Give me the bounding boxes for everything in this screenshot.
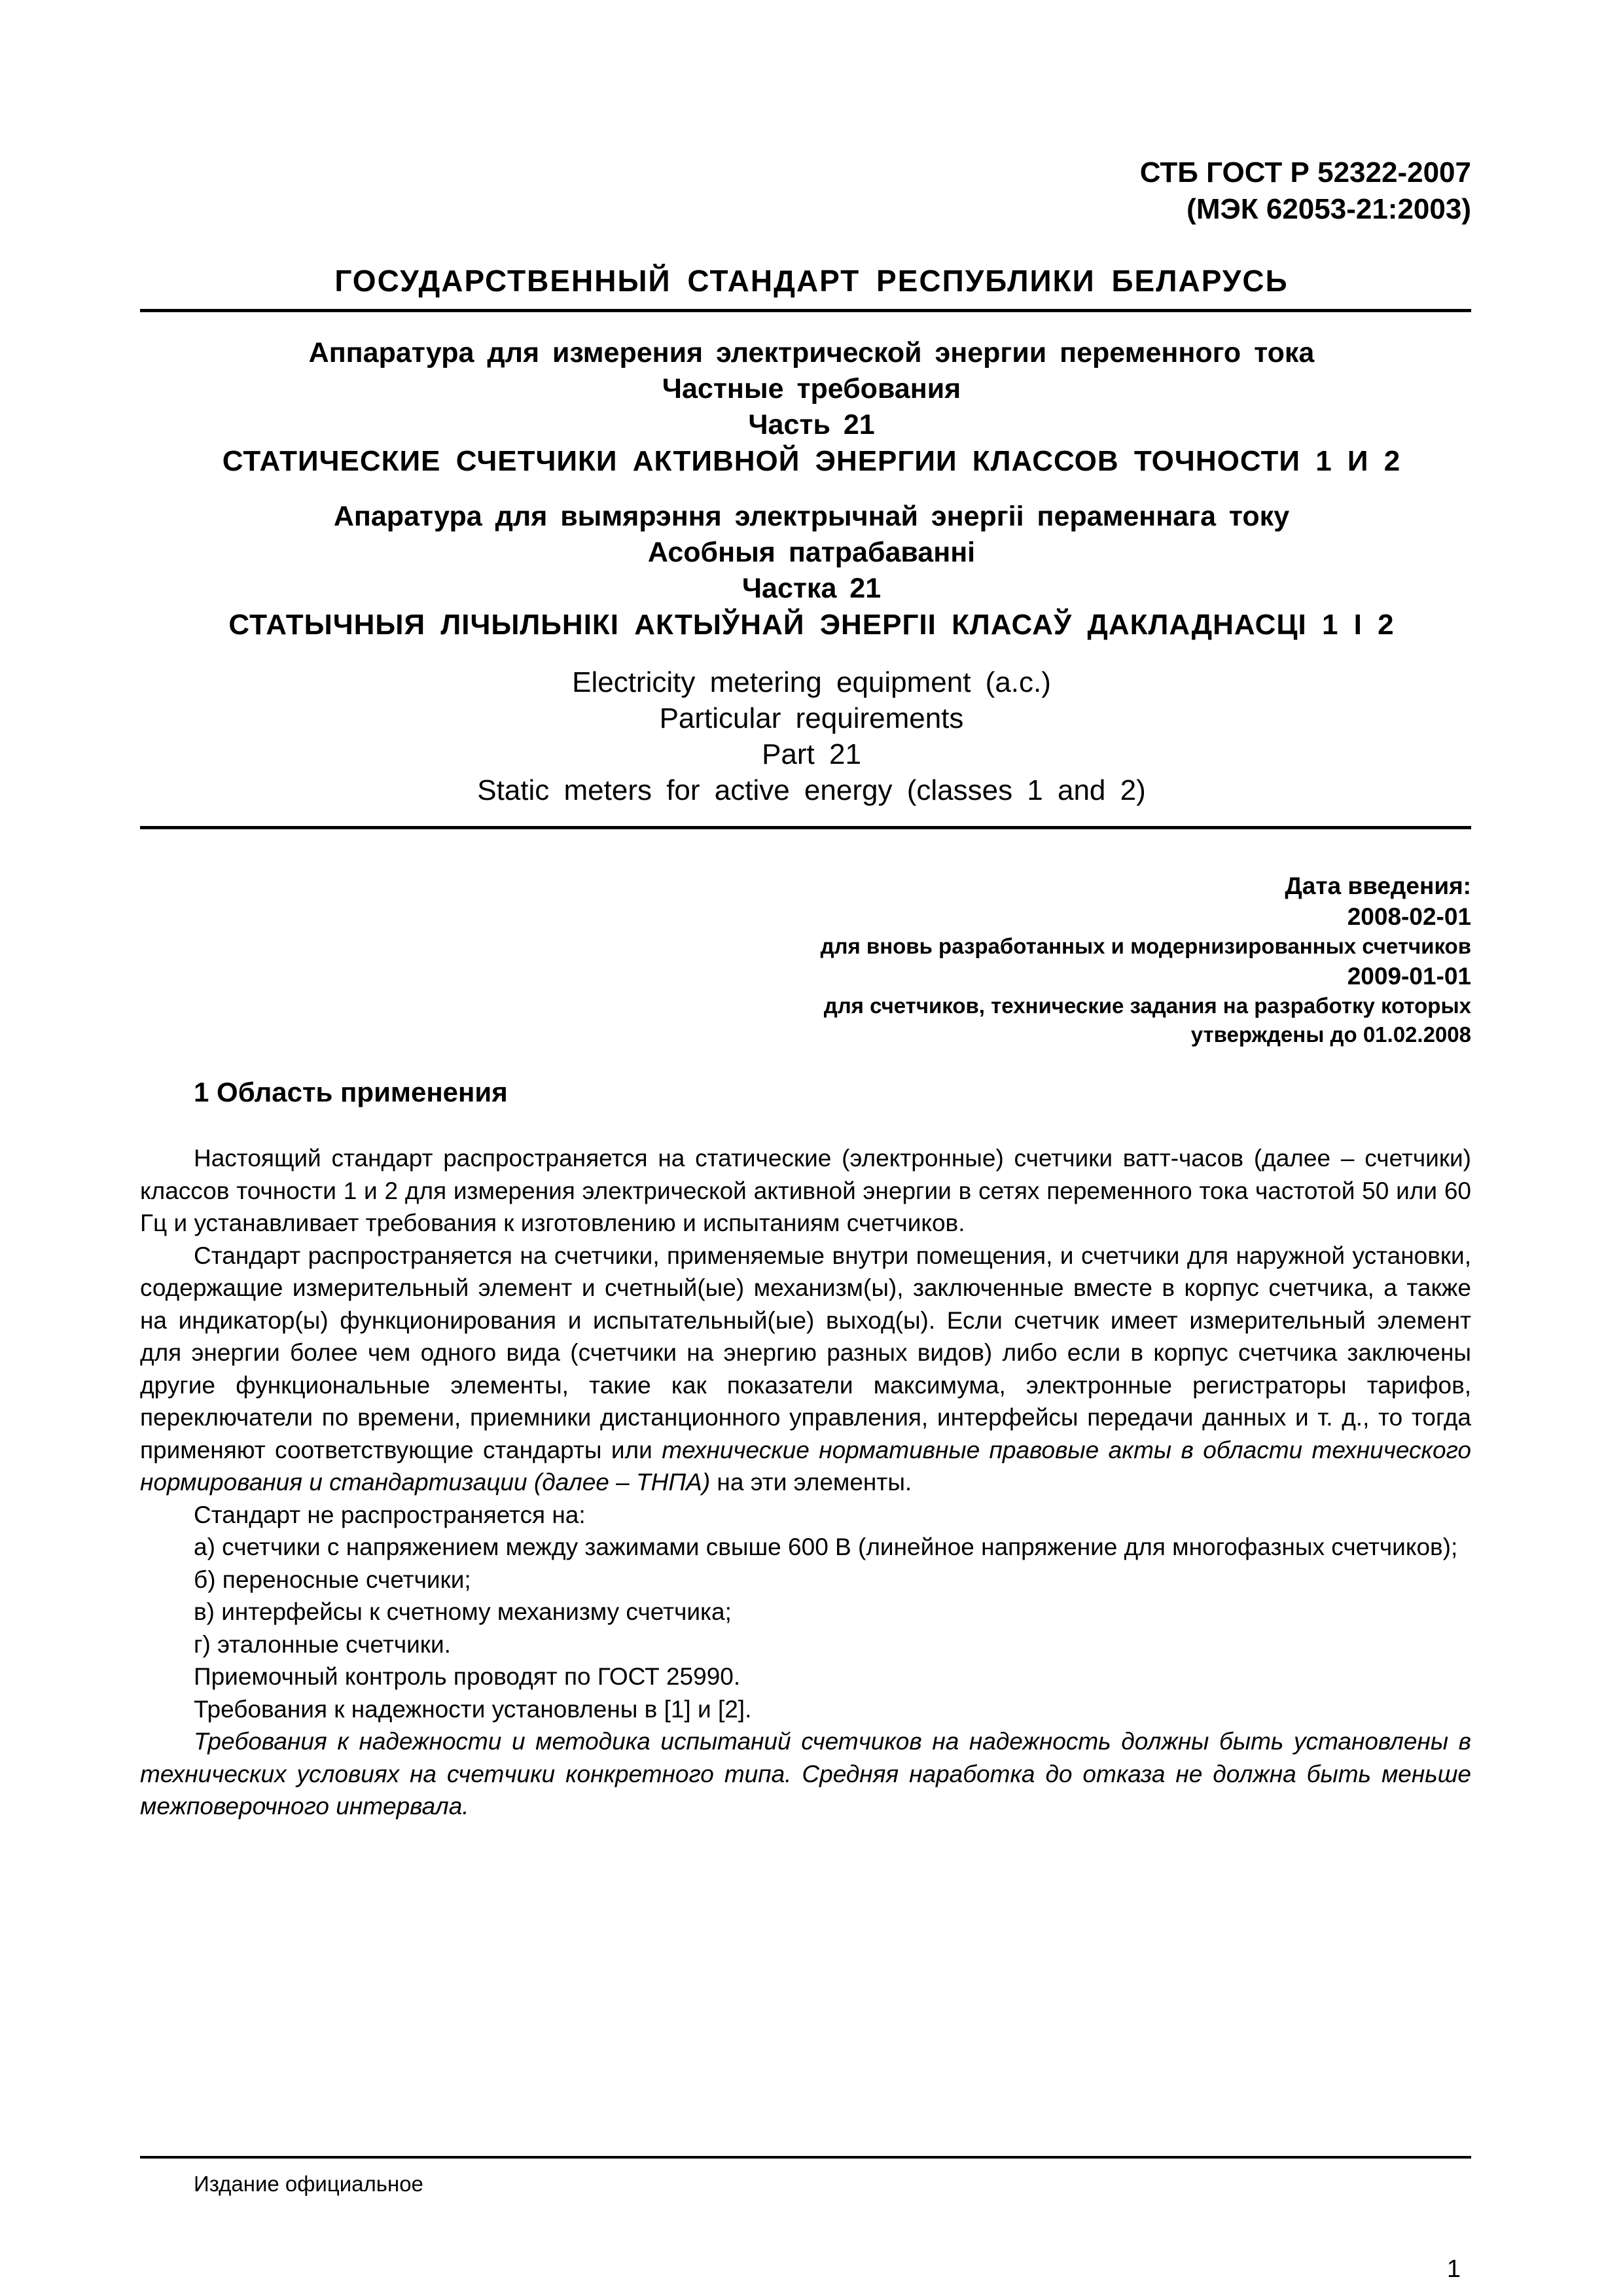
paragraph-application-italic: технические нормативные правовые акты в области технического нормирования и стандартизации (далее – ТНПА) (140, 1436, 1471, 1496)
section-heading: 1 Область применения (194, 1077, 508, 1107)
date-2-note-line-2: утверждены до 01.02.2008 (1190, 1022, 1471, 1047)
title-en-line-4: Static meters for active energy (classes 1 and 2) (477, 774, 1146, 806)
standard-code-line-1: СТБ ГОСТ Р 52322-2007 (1139, 156, 1471, 188)
introduction-dates (821, 870, 1471, 1049)
paragraph-scope: Настоящий стандарт распространяется на статические (электронные) счетчики ватт-часов (далее – счетчики) классов точности 1 и 2 для измерения электрической активной энергии в сетях переменного тока частотой 50 или 60 Гц и устанавливает требования к изготовлению и испытаниям счетчиков. (140, 1145, 1471, 1236)
section-body (140, 1142, 1471, 1823)
title-by-line-2: Асобныя патрабаванні (647, 537, 976, 568)
title-rule (140, 826, 1471, 829)
paragraph-reliability-italic (140, 1725, 1471, 1823)
list-item-c: в) интерфейсы к счетному механизму счетчика; (194, 1598, 732, 1625)
dates-label: Дата введения: (1285, 872, 1471, 899)
paragraph-acceptance: Приемочный контроль проводят по ГОСТ 25990. (194, 1663, 741, 1690)
title-ru-line-1: Аппаратура для измерения электрической энергии переменного тока (308, 337, 1315, 368)
paragraph-reliability: Требования к надежности установлены в [1] и [2]. (194, 1695, 752, 1723)
title-en-line-2: Particular requirements (659, 702, 964, 734)
list-item-b: б) переносные счетчики; (194, 1566, 471, 1593)
title-english (131, 664, 1492, 808)
title-en-line-1: Electricity metering equipment (a.c.) (572, 666, 1051, 698)
title-by-line-3: Частка 21 (741, 573, 882, 604)
title-ru-line-2: Частные требования (662, 373, 961, 404)
paragraph-exclusions: Стандарт не распространяется на: (194, 1501, 586, 1528)
footer-rule (140, 2156, 1471, 2159)
date-2: 2009-01-01 (1347, 963, 1471, 990)
title-by-line-1: Апаратура для вымярэння электрычнай энергii пераменнага току (333, 501, 1290, 532)
paragraph-application-start: Стандарт распространяется на счетчики, применяемые внутри помещения, и счетчики для наружной установки, содержащие измерительный элемент и счетный(ые) механизм(ы), заключенные вместе в корпус счетчика, а также на индикатор(ы) функционирования и испытательный(ые) выход(ы). Если счетчик имеет измерительный элемент для энергии более чем одного вида (счетчики на энергию разных видов) либо если в корпус счетчика заключены другие функциональные элементы, такие как показатели максимума, электронные регистраторы тарифов, переключатели по времени, приемники дистанционного управления, интерфейсы передачи данных и т. д., то тогда применяют соответствующие стандарты или (140, 1242, 1471, 1463)
page-number: 1 (1446, 2255, 1461, 2283)
standard-code (1140, 154, 1471, 228)
list-item-a: а) счетчики с напряжением между зажимами свыше 600 В (линейное напряжение для многофазных счетчиков); (194, 1534, 1458, 1560)
header-rule (140, 309, 1471, 312)
title-russian (131, 335, 1492, 480)
list-item-d: г) эталонные счетчики. (194, 1630, 451, 1658)
edition-note: Издание официальное (194, 2172, 423, 2196)
date-1-note: для вновь разработанных и модернизированных счетчиков (820, 934, 1471, 958)
title-ru-line-4: СТАТИЧЕСКИЕ СЧЕТЧИКИ АКТИВНОЙ ЭНЕРГИИ КЛАССОВ ТОЧНОСТИ 1 И 2 (222, 445, 1401, 477)
title-ru-line-3: Часть 21 (748, 409, 875, 440)
date-2-note-line-1: для счетчиков, технические задания на разработку которых (823, 994, 1471, 1018)
reliability-italic-text: Требования к надежности и методика испытаний счетчиков на надежность должны быть установлены в технических условиях на счетчики конкретного типа. Средняя наработка до отказа не должна быть меньше межповерочного интервала. (140, 1728, 1471, 1820)
paragraph-application-end: на эти элементы. (710, 1469, 912, 1496)
title-by-line-4: СТАТЫЧНЫЯ ЛІЧЫЛЬНІКІ АКТЫЎНАЙ ЭНЕРГІІ КЛАСАЎ ДАКЛАДНАСЦІ 1 І 2 (228, 609, 1395, 641)
standard-code-line-2: (МЭК 62053-21:2003) (1186, 193, 1471, 225)
paragraph-application (140, 1240, 1471, 1499)
state-standard-title: ГОСУДАРСТВЕННЫЙ СТАНДАРТ РЕСПУБЛИКИ БЕЛАРУСЬ (334, 264, 1289, 298)
date-1: 2008-02-01 (1347, 903, 1471, 930)
title-belarusian (131, 499, 1492, 643)
title-en-line-3: Part 21 (762, 738, 861, 770)
